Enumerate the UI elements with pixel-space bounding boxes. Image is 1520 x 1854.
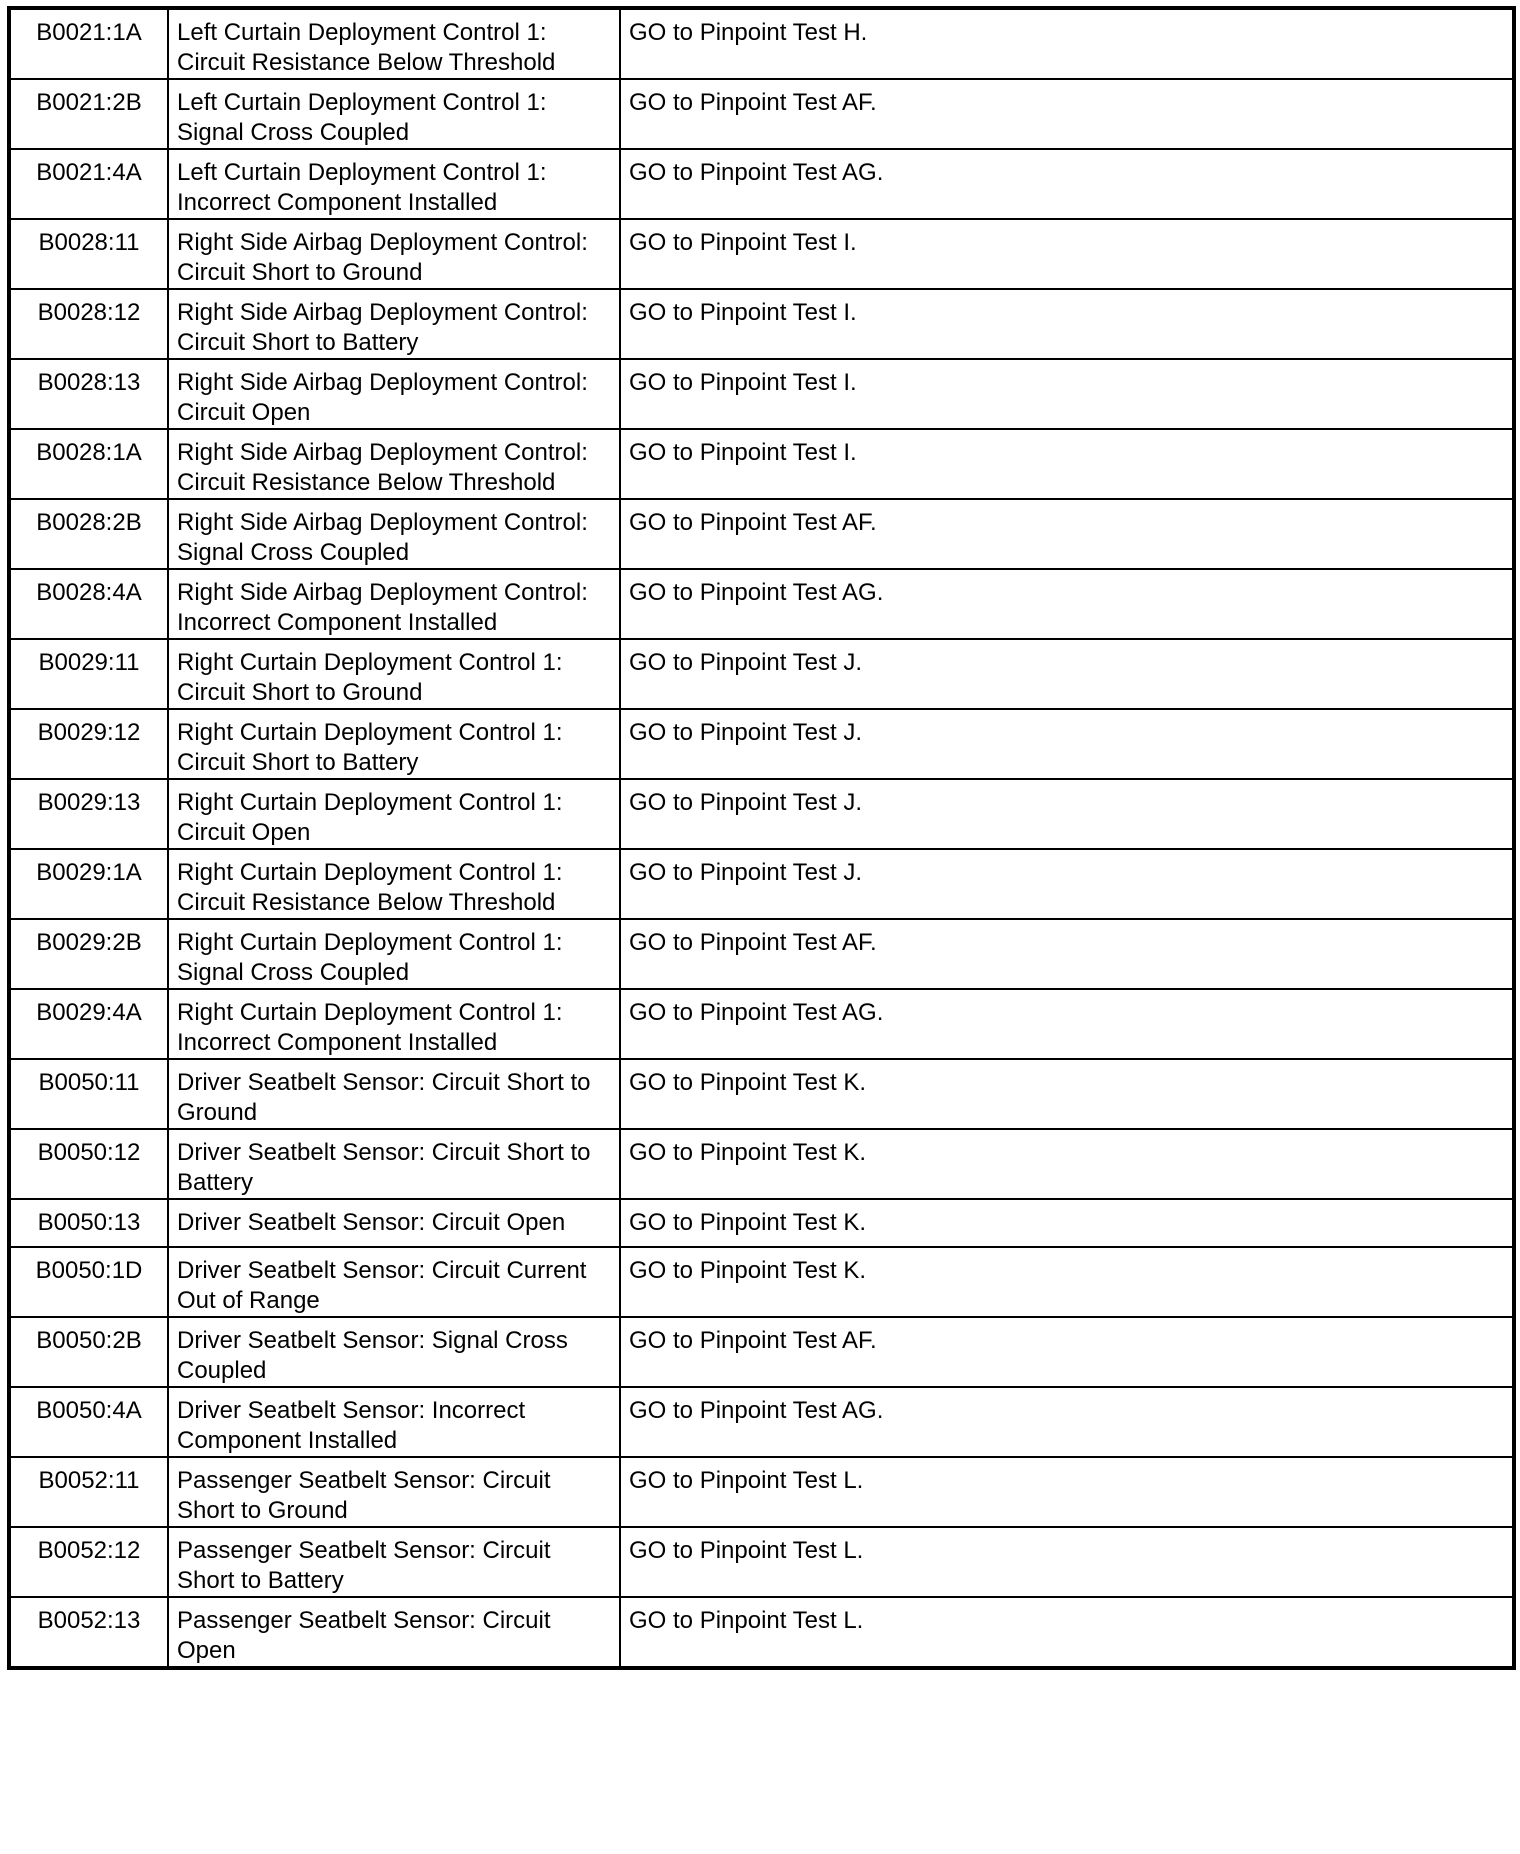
table-row [9,149,1514,219]
table-row [9,429,1514,499]
table-row [9,1199,1514,1247]
dtc-code-cell: B0050:4A [9,1387,168,1457]
table-row [9,1317,1514,1387]
dtc-action-cell: GO to Pinpoint Test K. [620,1199,1514,1247]
dtc-code-cell: B0050:1D [9,1247,168,1317]
dtc-description-cell: Right Side Airbag Deployment Control: Circuit Short to Ground [168,219,620,289]
dtc-description-cell: Right Curtain Deployment Control 1: Circuit Resistance Below Threshold [168,849,620,919]
dtc-description-cell: Right Side Airbag Deployment Control: Circuit Open [168,359,620,429]
dtc-description-cell: Driver Seatbelt Sensor: Incorrect Component Installed [168,1387,620,1457]
dtc-code-cell: B0021:2B [9,79,168,149]
dtc-code-cell: B0028:12 [9,289,168,359]
table-row [9,1059,1514,1129]
dtc-table-page [7,6,1512,1670]
dtc-description-cell: Right Curtain Deployment Control 1: Signal Cross Coupled [168,919,620,989]
table-row [9,219,1514,289]
dtc-action-cell: GO to Pinpoint Test I. [620,219,1514,289]
dtc-action-cell: GO to Pinpoint Test I. [620,429,1514,499]
dtc-description-cell: Driver Seatbelt Sensor: Signal Cross Coupled [168,1317,620,1387]
table-row [9,569,1514,639]
dtc-action-cell: GO to Pinpoint Test AG. [620,1387,1514,1457]
dtc-description-cell: Left Curtain Deployment Control 1: Circuit Resistance Below Threshold [168,8,620,79]
dtc-description-cell: Driver Seatbelt Sensor: Circuit Open [168,1199,620,1247]
table-row [9,1457,1514,1527]
dtc-description-cell: Right Side Airbag Deployment Control: Circuit Resistance Below Threshold [168,429,620,499]
dtc-description-cell: Left Curtain Deployment Control 1: Incorrect Component Installed [168,149,620,219]
dtc-code-cell: B0028:4A [9,569,168,639]
dtc-action-cell: GO to Pinpoint Test J. [620,639,1514,709]
dtc-action-cell: GO to Pinpoint Test J. [620,849,1514,919]
table-row [9,1527,1514,1597]
dtc-action-cell: GO to Pinpoint Test J. [620,709,1514,779]
dtc-code-cell: B0029:11 [9,639,168,709]
dtc-code-cell: B0028:2B [9,499,168,569]
dtc-description-cell: Passenger Seatbelt Sensor: Circuit Short to Battery [168,1527,620,1597]
table-row [9,779,1514,849]
dtc-code-cell: B0021:4A [9,149,168,219]
table-row [9,849,1514,919]
dtc-code-cell: B0028:13 [9,359,168,429]
dtc-action-cell: GO to Pinpoint Test H. [620,8,1514,79]
dtc-code-cell: B0029:13 [9,779,168,849]
dtc-description-cell: Driver Seatbelt Sensor: Circuit Current Out of Range [168,1247,620,1317]
dtc-description-cell: Left Curtain Deployment Control 1: Signal Cross Coupled [168,79,620,149]
dtc-action-cell: GO to Pinpoint Test L. [620,1527,1514,1597]
dtc-action-cell: GO to Pinpoint Test I. [620,289,1514,359]
dtc-code-cell: B0052:12 [9,1527,168,1597]
dtc-code-cell: B0028:11 [9,219,168,289]
table-row [9,919,1514,989]
table-row [9,989,1514,1059]
dtc-action-cell: GO to Pinpoint Test AG. [620,989,1514,1059]
dtc-action-cell: GO to Pinpoint Test K. [620,1247,1514,1317]
dtc-action-cell: GO to Pinpoint Test AF. [620,1317,1514,1387]
dtc-description-cell: Driver Seatbelt Sensor: Circuit Short to Battery [168,1129,620,1199]
dtc-action-cell: GO to Pinpoint Test L. [620,1457,1514,1527]
table-row [9,709,1514,779]
dtc-code-cell: B0029:1A [9,849,168,919]
dtc-code-cell: B0052:11 [9,1457,168,1527]
table-row [9,289,1514,359]
dtc-code-cell: B0050:11 [9,1059,168,1129]
dtc-action-cell: GO to Pinpoint Test L. [620,1597,1514,1668]
dtc-action-cell: GO to Pinpoint Test K. [620,1129,1514,1199]
table-row [9,1247,1514,1317]
dtc-description-cell: Passenger Seatbelt Sensor: Circuit Open [168,1597,620,1668]
dtc-description-cell: Right Side Airbag Deployment Control: Incorrect Component Installed [168,569,620,639]
dtc-action-cell: GO to Pinpoint Test AF. [620,79,1514,149]
table-row [9,8,1514,79]
dtc-code-cell: B0029:12 [9,709,168,779]
table-row [9,1597,1514,1668]
dtc-action-cell: GO to Pinpoint Test J. [620,779,1514,849]
table-row [9,1387,1514,1457]
dtc-action-cell: GO to Pinpoint Test AG. [620,149,1514,219]
dtc-description-cell: Right Side Airbag Deployment Control: Signal Cross Coupled [168,499,620,569]
dtc-code-cell: B0050:12 [9,1129,168,1199]
table-row [9,499,1514,569]
dtc-description-cell: Passenger Seatbelt Sensor: Circuit Short to Ground [168,1457,620,1527]
dtc-description-cell: Right Curtain Deployment Control 1: Circuit Short to Ground [168,639,620,709]
dtc-table [7,6,1516,1670]
dtc-description-cell: Right Curtain Deployment Control 1: Circuit Short to Battery [168,709,620,779]
dtc-description-cell: Right Curtain Deployment Control 1: Circuit Open [168,779,620,849]
dtc-code-cell: B0050:2B [9,1317,168,1387]
dtc-action-cell: GO to Pinpoint Test K. [620,1059,1514,1129]
table-row [9,359,1514,429]
dtc-code-cell: B0029:4A [9,989,168,1059]
dtc-code-cell: B0052:13 [9,1597,168,1668]
dtc-code-cell: B0021:1A [9,8,168,79]
dtc-description-cell: Right Curtain Deployment Control 1: Incorrect Component Installed [168,989,620,1059]
dtc-code-cell: B0029:2B [9,919,168,989]
table-row [9,639,1514,709]
table-row [9,79,1514,149]
dtc-action-cell: GO to Pinpoint Test AF. [620,499,1514,569]
dtc-code-cell: B0028:1A [9,429,168,499]
dtc-description-cell: Driver Seatbelt Sensor: Circuit Short to Ground [168,1059,620,1129]
dtc-code-cell: B0050:13 [9,1199,168,1247]
dtc-action-cell: GO to Pinpoint Test AG. [620,569,1514,639]
dtc-action-cell: GO to Pinpoint Test AF. [620,919,1514,989]
dtc-description-cell: Right Side Airbag Deployment Control: Circuit Short to Battery [168,289,620,359]
table-row [9,1129,1514,1199]
dtc-action-cell: GO to Pinpoint Test I. [620,359,1514,429]
